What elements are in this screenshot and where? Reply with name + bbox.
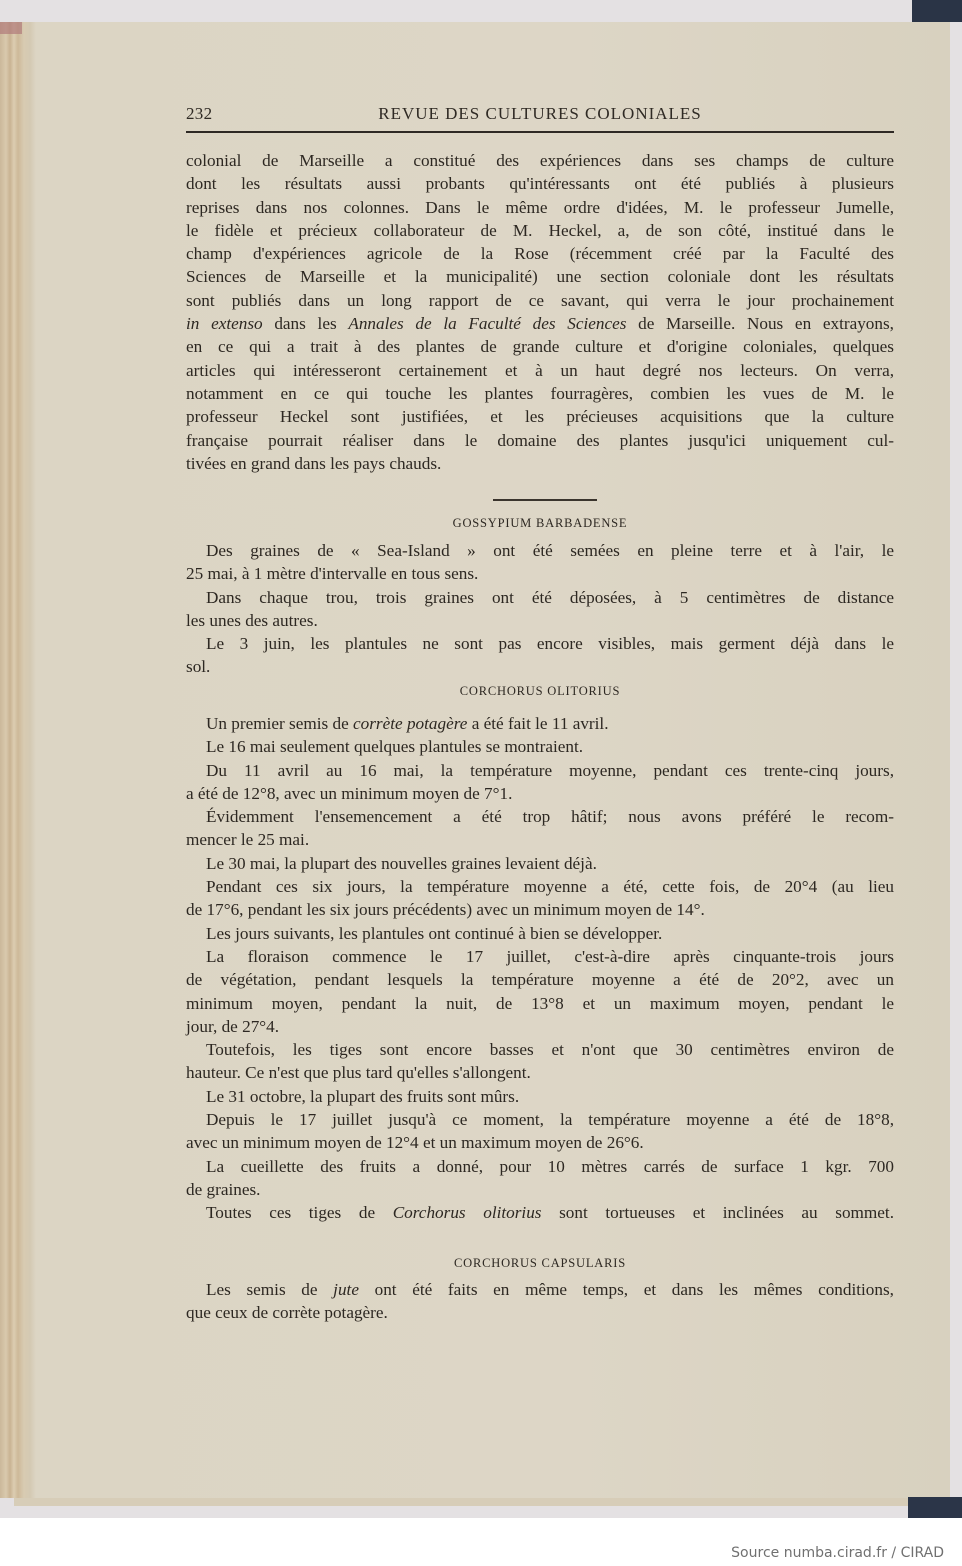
running-head [186,104,894,126]
text-line: articles qui intéresseront certainement et à un haut degré nos lecteurs. On verra, [186,360,894,380]
text-line: sont publiés dans un long rapport de ce savant, qui verra le jour prochainement [186,290,894,310]
text-line: Pendant ces six jours, la température moyenne a été, cette fois, de 20°4 (au lieu [206,877,894,897]
text-line: avec un minimum moyen de 12°4 et un maximum moyen de 26°6. [186,1133,644,1153]
text-line: sol. [186,657,211,677]
section-title: CORCHORUS OLITORIUS [459,684,621,698]
text-line: que ceux de corrète potagère. [186,1303,388,1323]
text-line: Du 11 avril au 16 mai, la température moyenne, pendant ces trente-cinq jours, [206,760,894,780]
text-line: jour, de 27°4. [186,1016,280,1036]
text-line: notamment en ce qui touche les plantes fourragères, combien les vues de M. le [186,383,894,403]
text-line: le fidèle et précieux collaborateur de M. Heckel, a, de son côté, institué dans le [186,220,894,240]
text-line: La cueillette des fruits a donné, pour 10 mètres carrés de surface 1 kgr. 700 [206,1156,894,1176]
source-attribution: Source numba.cirad.fr / CIRAD [731,1545,944,1561]
text-line: champ d'expériences agricole de la Rose (récemment créé par la Faculté des [186,244,894,264]
text-line: Sciences de Marseille et la municipalité) une section coloniale dont les résultats [186,267,894,287]
text-line: mencer le 25 mai. [186,830,310,850]
header-rule [186,131,894,133]
section-title: GOSSYPIUM BARBADENSE [452,516,628,530]
section-title: CORCHORUS CAPSULARIS [454,1256,626,1270]
text-line: in extenso dans les Annales de la Faculté des Sciences de Marseille. Nous en extrayons, [186,314,894,334]
page-bottom-edge [14,1498,908,1506]
text-line: 25 mai, à 1 mètre d'intervalle en tous sens. [186,564,479,584]
running-title: REVUE DES CULTURES COLONIALES [378,104,702,123]
section-body [186,539,894,679]
italic-text: jute [333,1280,359,1299]
text-line: Depuis le 17 juillet jusqu'à ce moment, la température moyenne a été de 18°8, [206,1110,894,1130]
italic-text: in extenso [186,314,263,334]
text-line: les unes des autres. [186,610,318,630]
text-line: Toutefois, les tiges sont encore basses et n'ont que 30 centimètres environ de [206,1040,894,1060]
section-separator-rule [493,499,597,501]
text-line: Les semis de jute ont été faits en même temps, et dans les mêmes conditions, [206,1280,894,1299]
italic-text: Annales de la Faculté des Sciences [348,314,627,334]
text-line: colonial de Marseille a constitué des expériences dans ses champs de culture [186,151,894,170]
text-line: Évidemment l'ensemencement a été trop hâtif; nous avons préféré le recom- [206,807,894,827]
text-line: de 17°6, pendant les six jours précédents) avec un minimum moyen de 14°. [186,900,705,920]
scan-cover-corner-bottom [908,1497,962,1518]
text-line: tivées en grand dans les pays chauds. [186,453,442,473]
text-line: Le 30 mai, la plupart des nouvelles graines levaient déjà. [206,853,597,873]
binding-edge [0,22,22,34]
text-line: française pourrait réaliser dans le domaine des plantes jusqu'ici uniquement cul- [186,430,894,450]
scan-cover-corner-top [912,0,962,22]
text-line: reprises dans nos colonnes. Dans le même ordre d'idées, M. le professeur Jumelle, [186,197,894,217]
text-line: de graines. [186,1179,261,1199]
text-line: Le 31 octobre, la plupart des fruits sont mûrs. [206,1086,520,1106]
text-line: La floraison commence le 17 juillet, c'est-à-dire après cinquante-trois jours [206,946,894,966]
text-line: hauteur. Ce n'est que plus tard qu'elles s'allongent. [186,1063,531,1083]
page-number: 232 [186,104,213,123]
section-body [186,712,894,1225]
italic-text: Corchorus olitorius [392,1203,542,1223]
text-line: Les jours suivants, les plantules ont continué à bien se développer. [206,923,663,943]
text-line: professeur Heckel sont justifiées, et les précieuses acquisitions que la culture [186,407,894,427]
text-line: Des graines de « Sea-Island » ont été semées en pleine terre et à l'air, le [206,541,894,560]
text-line: Toutes ces tiges de Corchorus olitorius sont tortueuses et inclinées au sommet. [206,1203,894,1223]
text-line: Le 3 juin, les plantules ne sont pas encore visibles, mais germent déjà dans le [206,634,894,654]
text-line: Un premier semis de corrète potagère a été fait le 11 avril. [206,714,609,733]
text-line: Dans chaque trou, trois graines ont été déposées, à 5 centimètres de distance [206,587,894,607]
text-line: de végétation, pendant lesquels la température moyenne a été de 20°2, avec un [186,970,894,990]
text-line: a été de 12°8, avec un minimum moyen de 7°1. [186,783,513,803]
text-line: Le 16 mai seulement quelques plantules se montraient. [206,737,584,757]
intro-paragraph [186,149,894,475]
italic-text: corrète potagère [353,714,468,733]
text-line: dont les résultats aussi probants qu'intéressants ont été publiés à plusieurs [186,174,894,194]
text-line: en ce qui a trait à des plantes de grande culture et d'origine coloniales, quelques [186,337,894,357]
text-line: minimum moyen, pendant la nuit, de 13°8 et un maximum moyen, pendant le [186,993,894,1013]
section-body [186,1278,894,1325]
